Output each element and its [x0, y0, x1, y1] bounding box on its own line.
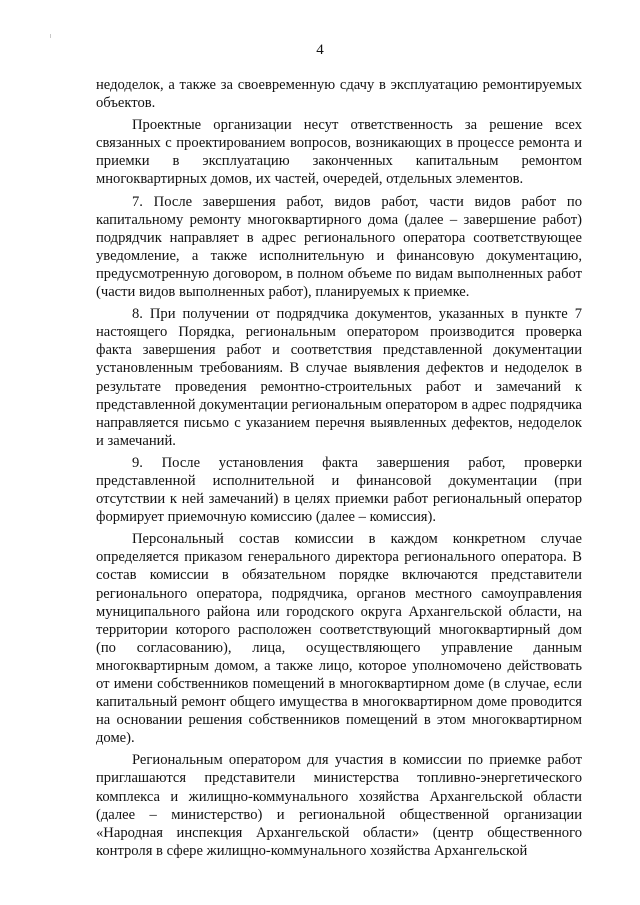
paragraph-item-8: 8. При получении от подрядчика документов, указанных в пункте 7 настоящего Порядка, региональным оператором производится проверка факта завершения работ и соответствия представленной документации установленным требованиям. В случае выявления дефектов и недоделок в результате проведения ремонтно-строительных работ и замечаний к представленной документации региональным оператором в адрес подрядчика направляется письмо с указанием перечня выявленных дефектов, недоделок и замечаний. [96, 306, 582, 449]
paragraph-design-organizations: Проектные организации несут ответственность за решение всех связанных с проектированием вопросов, возникающих в процессе ремонта и приемки в эксплуатацию законченных капитальным ремонтом многоквартирных домов, их частей, очередей, отдельных элементов. [96, 117, 582, 188]
paragraph-continuation: недоделок, а также за своевременную сдачу в эксплуатацию ремонтируемых объектов. [96, 77, 582, 112]
document-body [96, 76, 582, 864]
paragraph-invited-representatives: Региональным оператором для участия в комиссии по приемке работ приглашаются представители министерства топливно-энергетического комплекса и жилищно-коммунального хозяйства Архангельской области (далее – министерство) и региональной общественной организации «Народная инспекция Архангельской области» (центр общественного контроля в сфере жилищно-коммунального хозяйства Архангельской [96, 752, 582, 859]
page-number: 4 [316, 42, 324, 58]
paragraph-commission-composition: Персональный состав комиссии в каждом конкретном случае определяется приказом генерального директора регионального оператора. В состав комиссии в обязательном порядке включаются представители регионального оператора, подрядчика, органов местного самоуправления муниципального района или городского округа Архангельской области, на территории которого расположен соответствующий многоквартирный дом (по согласованию), лица, осуществляющего управление данным многоквартирным домом, а также лицо, которое уполномочено действовать от имени собственников помещений в многоквартирном доме (в случае, если капитальный ремонт общего имущества в многоквартирном доме проводится на основании решения собственников помещений в этом многоквартирном доме). [96, 531, 582, 747]
scan-mark [50, 34, 51, 38]
paragraph-item-9: 9. После установления факта завершения работ, проверки представленной исполнительной и финансовой документации (при отсутствии к ней замечаний) в целях приемки работ региональный оператор формирует приемочную комиссию (далее – комиссия). [96, 454, 582, 526]
paragraph-item-7: 7. После завершения работ, видов работ, части видов работ по капитальному ремонту многоквартирного дома (далее – завершение работ) подрядчик направляет в адрес регионального оператора соответствующее уведомление, а также исполнительную и финансовую документацию, предусмотренную договором, в полном объеме по видам выполненных работ (части видов выполненных работ), планируемых к приемке. [96, 193, 582, 301]
